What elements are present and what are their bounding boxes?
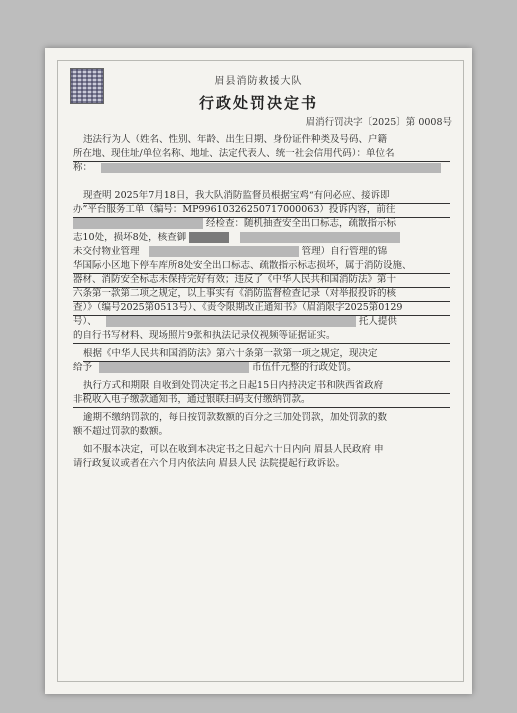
body-line-penalty: 给予 币伍仟元整的行政处罚。 — [73, 362, 357, 373]
body-line: 根据《中华人民共和国消防法》第六十条第一款第一项之规定，现决定 — [83, 348, 450, 362]
body-line-damage: 志10处，损坏8处，核查御 — [73, 232, 450, 244]
redaction-offender — [101, 163, 441, 173]
issuer-name: 眉县消防救援大队 — [214, 76, 303, 87]
body-line: 额不超过罚款的数额。 — [73, 426, 169, 437]
body-line: 违法行为人（姓名、性别、年龄、出生日期、身份证件种类及号码、户籍 — [83, 134, 388, 145]
document-number: 眉消行罚决字〔2025〕第 0008号 — [305, 117, 452, 128]
redaction-party — [99, 362, 249, 373]
body-line-evidence: 号）、 托人提供 — [73, 316, 397, 327]
document-title: 行政处罚决定书 — [198, 94, 318, 112]
body-line: 办”平台服务工单（编号：MP99610326250717000063）投诉内容，前往 — [73, 204, 450, 218]
body-line: 非税收入电子缴款通知书，通过银联扫码支付缴纳罚款。 — [73, 394, 450, 408]
body-line: 华国际小区地下停车库所8处安全出口标志、疏散指示标志损坏，属于消防设施、 — [73, 260, 450, 274]
redaction-evidence — [106, 316, 356, 327]
body-line: 现查明 2025年7月18日，我大队消防监督员根据宝鸡“有问必应、接诉即 — [83, 190, 450, 204]
body-line: 的自行书写材料、现场照片9张和执法记录仪视频等证据证实。 — [73, 330, 450, 344]
body-line-inspection: 经检查：随机抽查安全出口标志，疏散指示标 — [73, 218, 450, 230]
redaction-site — [189, 232, 229, 243]
body-line-management: 未交付物业管理 管理）自行管理的锦 — [73, 246, 388, 257]
body-line: 六条第一款第二项之规定，以上事实有《消防监督检查记录（对举报投诉的核 — [73, 288, 450, 302]
body-line-appeal: 如不服本决定，可以在收到本决定书之日起六十日内向 眉县人民政府 申 — [83, 444, 384, 455]
body-line: 执行方式和期限 自收到处罚决定书之日起15日内持决定书和陕西省政府 — [83, 380, 450, 394]
body-line-lawsuit: 请行政复议或者在六个月内依法向 眉县人民 法院提起行政诉讼。 — [73, 458, 346, 469]
redaction-site-detail — [240, 232, 400, 243]
document-page — [45, 48, 472, 694]
body-line: 查）》（编号2025第0513号）、《责令限期改正通知书》（眉消限字2025第0129 — [73, 302, 450, 316]
redaction-inspector — [73, 218, 203, 229]
body-line-offender: 称： — [73, 162, 450, 174]
body-line: 所在地、现住址/单位名称、地址、法定代表人、统一社会信用代码）：单位名 — [73, 148, 450, 162]
redaction-company — [149, 246, 299, 257]
body-line: 器材、消防安全标志未保持完好有效；违反了《中华人民共和国消防法》第十 — [73, 274, 450, 288]
body-line: 逾期不缴纳罚款的，每日按罚款数额的百分之三加处罚款，加处罚款的数 — [83, 412, 388, 423]
